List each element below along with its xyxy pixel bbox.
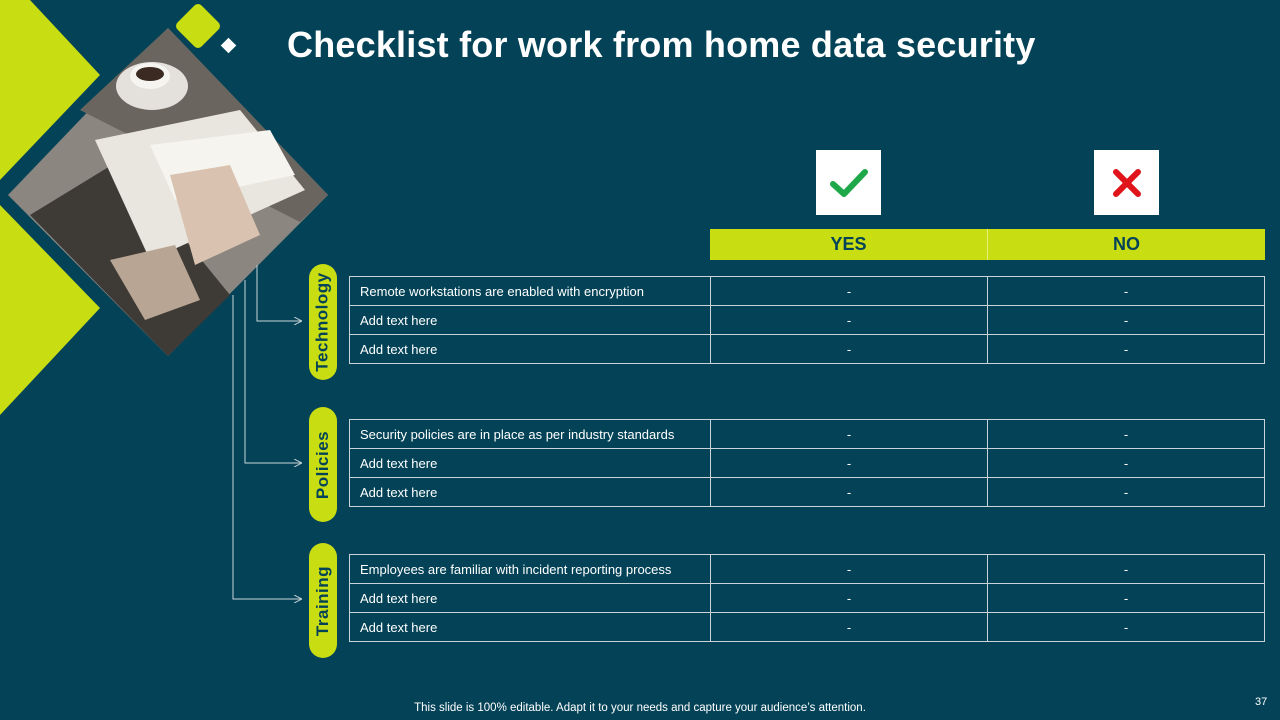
no-cell[interactable]: - — [988, 584, 1265, 613]
connector-lines — [225, 255, 315, 615]
yes-cell[interactable]: - — [711, 613, 988, 642]
checklist-item: Add text here — [350, 335, 711, 364]
no-cell[interactable]: - — [988, 277, 1265, 306]
table-row — [350, 277, 1265, 306]
category-label: Training — [313, 565, 332, 636]
page-number: 37 — [1255, 696, 1268, 708]
yes-header: YES — [710, 229, 987, 260]
checklist-item: Add text here — [350, 613, 711, 642]
category-training — [309, 543, 337, 658]
checklist-item: Add text here — [350, 584, 711, 613]
yes-icon-box — [816, 150, 881, 215]
header-divider — [987, 229, 988, 260]
no-cell[interactable]: - — [988, 306, 1265, 335]
yes-cell[interactable]: - — [711, 584, 988, 613]
checklist-table-policies — [349, 419, 1265, 507]
checklist-item: Add text here — [350, 449, 711, 478]
checklist-table-training — [349, 554, 1265, 642]
no-icon-box — [1094, 150, 1159, 215]
checklist-table-technology — [349, 276, 1265, 364]
category-technology — [309, 264, 337, 380]
footer-text: This slide is 100% editable. Adapt it to your needs and capture your audience’s attention. — [414, 702, 866, 714]
checklist-item: Remote workstations are enabled with encryption — [350, 277, 711, 306]
no-cell[interactable]: - — [988, 555, 1265, 584]
page-title: Checklist for work from home data security — [287, 24, 1036, 65]
no-cell[interactable]: - — [988, 420, 1265, 449]
checklist-item: Add text here — [350, 478, 711, 507]
yes-cell[interactable]: - — [711, 306, 988, 335]
no-cell[interactable]: - — [988, 449, 1265, 478]
table-row — [350, 555, 1265, 584]
check-icon — [829, 167, 869, 199]
table-row — [350, 420, 1265, 449]
checklist-item: Security policies are in place as per industry standards — [350, 420, 711, 449]
cross-icon — [1112, 168, 1142, 198]
table-row — [350, 613, 1265, 642]
table-row — [350, 478, 1265, 507]
no-cell[interactable]: - — [988, 613, 1265, 642]
yes-cell[interactable]: - — [711, 420, 988, 449]
yes-cell[interactable]: - — [711, 335, 988, 364]
category-label: Policies — [313, 430, 333, 499]
footer-note — [0, 702, 1280, 714]
category-policies — [309, 407, 337, 522]
checklist-item: Add text here — [350, 306, 711, 335]
table-row — [350, 306, 1265, 335]
yes-cell[interactable]: - — [711, 478, 988, 507]
white-small-diamond — [221, 38, 237, 54]
yes-cell[interactable]: - — [711, 449, 988, 478]
no-header: NO — [988, 229, 1265, 260]
checklist-item: Employees are familiar with incident reporting process — [350, 555, 711, 584]
yes-cell[interactable]: - — [711, 277, 988, 306]
no-cell[interactable]: - — [988, 335, 1265, 364]
category-label: Technology — [313, 272, 333, 372]
no-cell[interactable]: - — [988, 478, 1265, 507]
yes-cell[interactable]: - — [711, 555, 988, 584]
table-row — [350, 584, 1265, 613]
table-row — [350, 335, 1265, 364]
table-row — [350, 449, 1265, 478]
